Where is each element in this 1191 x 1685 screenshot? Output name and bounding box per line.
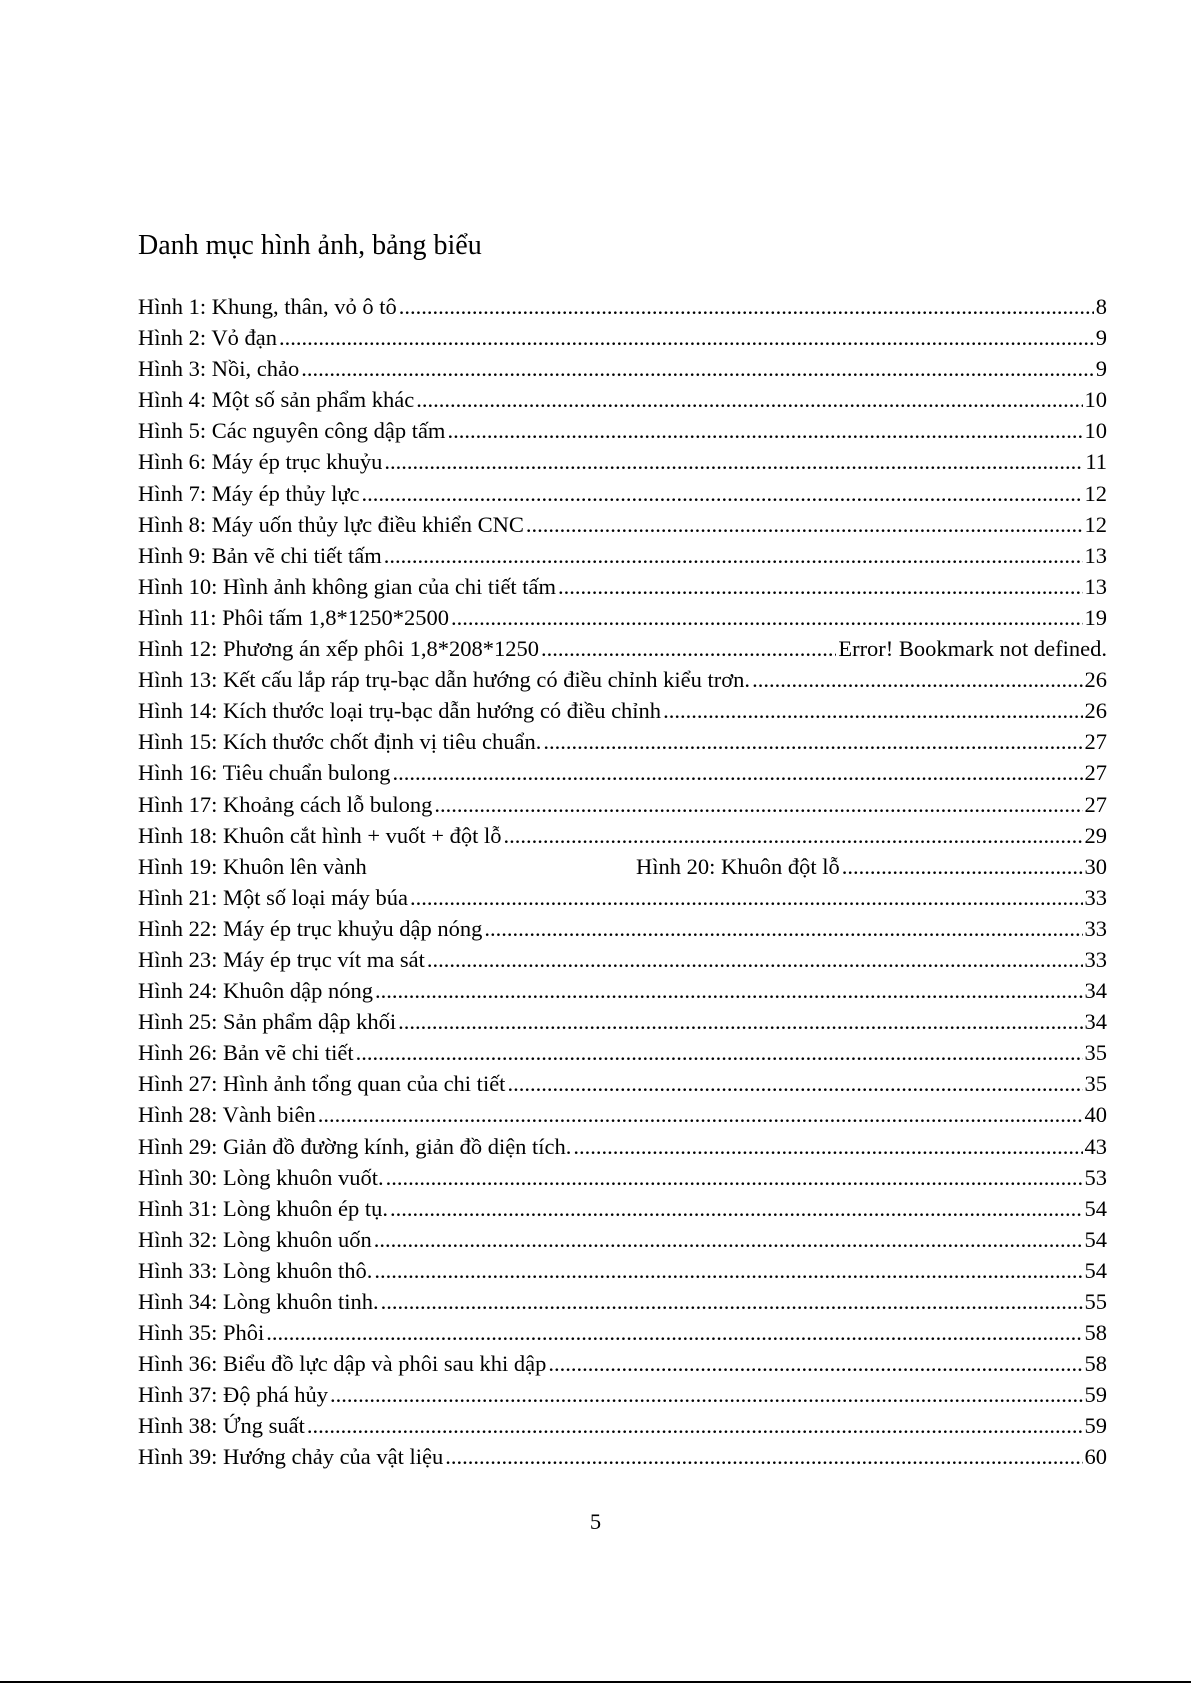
dot-leader [279,322,1094,353]
toc-entry-label: Hình 5: Các nguyên công dập tấm [138,418,446,444]
toc-entry[interactable] [138,1348,1107,1379]
dot-leader [374,1255,1082,1286]
dot-leader [416,384,1082,415]
toc-entry-page: 12 [1084,480,1107,506]
dot-leader [384,540,1083,571]
toc-entry[interactable] [138,1255,1107,1286]
toc-entry-label: Hình 35: Phôi [138,1320,265,1346]
dot-leader [399,291,1094,322]
toc-entry-label: Hình 8: Máy uốn thủy lực điều khiển CNC [138,511,524,537]
dot-leader [543,726,1082,757]
toc-entry-label: Hình 26: Bản vẽ chi tiết [138,1040,354,1066]
toc-entry-page: 35 [1084,1071,1107,1097]
dot-leader [663,695,1082,726]
toc-entry-label: Hình 17: Khoảng cách lỗ bulong [138,791,433,817]
toc-entry-page: 13 [1084,542,1107,568]
dot-leader [362,478,1083,509]
toc-entry-label: Hình 31: Lòng khuôn ép tụ. [138,1195,388,1221]
toc-entry-label: Hình 25: Sản phẩm dập khối [138,1009,397,1035]
toc-entry-page: 19 [1084,604,1107,630]
toc-entry-label: Hình 2: Vỏ đạn [138,325,277,351]
dot-leader [548,1348,1082,1379]
toc-entry[interactable] [138,1379,1107,1410]
toc-entry-label: Hình 9: Bản vẽ chi tiết tấm [138,542,382,568]
toc-entry-label: Hình 32: Lòng khuôn uốn [138,1226,372,1252]
toc-entry[interactable] [138,446,1107,477]
dot-leader [384,446,1083,477]
toc-entry-page: 58 [1084,1351,1107,1377]
dot-leader [842,851,1083,882]
toc-entry-page: 27 [1084,791,1107,817]
toc-entry-page: 13 [1084,573,1107,599]
toc-entry-page: 33 [1084,946,1107,972]
toc-entry[interactable] [138,757,1107,788]
dot-leader [381,1286,1083,1317]
dot-leader [266,1317,1082,1348]
toc-entry[interactable] [138,415,1107,446]
toc-entry-page: 34 [1084,1009,1107,1035]
dot-leader [558,571,1082,602]
toc-entry[interactable] [138,1193,1107,1224]
dot-leader [330,1379,1083,1410]
page-number: 5 [589,1509,602,1534]
toc-entry-page: 40 [1084,1102,1107,1128]
dot-leader [447,415,1082,446]
toc-entry[interactable] [138,1286,1107,1317]
toc-entry-page: 54 [1084,1226,1107,1252]
toc-entry-label: Hình 39: Hướng chảy của vật liệu [138,1444,444,1470]
dot-leader [356,1037,1083,1068]
toc-entry-page: 30 [1084,853,1107,879]
toc-entry-page: 59 [1084,1382,1107,1408]
toc-entry-page: 33 [1084,884,1107,910]
toc-entry-label: Hình 36: Biểu đồ lực dập và phôi sau khi dập [138,1351,547,1377]
bottom-rule [0,1681,1191,1683]
toc-entry[interactable] [138,1099,1107,1130]
toc-entry-label: Hình 6: Máy ép trục khuỷu [138,449,383,475]
dot-leader [434,789,1082,820]
toc-entry-page: 9 [1095,356,1107,382]
toc-entry[interactable] [138,540,1107,571]
dot-leader [427,944,1083,975]
toc-entry[interactable] [138,882,1107,913]
toc-entry[interactable] [138,975,1107,1006]
toc-entry-page: Error! Bookmark not defined. [838,636,1107,662]
toc-entry[interactable] [138,1162,1107,1193]
toc-entry-page: 55 [1084,1289,1107,1314]
dot-leader [503,820,1082,851]
toc-entry-label-secondary: Hình 20: Khuôn đột lỗ [636,853,840,879]
dot-leader [507,1068,1082,1099]
toc-entry-label: Hình 4: Một số sản phẩm khác [138,387,415,413]
dot-leader [410,882,1083,913]
toc-entry-page: 58 [1084,1320,1107,1346]
toc-entry-page: 35 [1084,1040,1107,1066]
toc-entry-label: Hình 22: Máy ép trục khuỷu dập nóng [138,915,483,941]
toc-entry-page: 54 [1084,1195,1107,1221]
toc-entry-page: 34 [1084,978,1107,1004]
toc-entry[interactable] [138,944,1107,975]
toc-entry-label: Hình 1: Khung, thân, vỏ ô tô [138,294,397,319]
dot-leader [307,1410,1083,1441]
toc-entry[interactable] [138,633,1107,664]
dot-leader [301,353,1094,384]
toc-entry[interactable] [138,353,1107,384]
toc-entry[interactable] [138,726,1107,757]
toc-entry-page: 29 [1084,822,1107,848]
toc-entry-page: 8 [1095,294,1107,319]
toc-entry[interactable] [138,322,1107,353]
toc-entry-label: Hình 30: Lòng khuôn vuốt. [138,1164,384,1190]
page-title: Danh mục hình ảnh, bảng biểu [138,230,482,261]
toc-entry[interactable] [138,1317,1107,1348]
toc-entry[interactable] [138,509,1107,540]
toc-entry-label: Hình 21: Một số loại máy búa [138,884,408,910]
toc-entry-label: Hình 15: Kích thước chốt định vị tiêu chuẩn. [138,729,542,755]
toc-entry-label: Hình 19: Khuôn lên vành [138,853,367,879]
toc-entry-label: Hình 34: Lòng khuôn tinh. [138,1289,379,1314]
dot-leader [398,1006,1082,1037]
dot-leader [374,1224,1083,1255]
dot-leader [573,1131,1082,1162]
toc-entry[interactable] [138,1006,1107,1037]
toc-entry[interactable] [138,478,1107,509]
toc-entry[interactable] [138,820,1107,851]
toc-entry-label: Hình 38: Ứng suất [138,1413,305,1439]
toc-entry-page: 59 [1084,1413,1107,1439]
toc-entry-label: Hình 23: Máy ép trục vít ma sát [138,946,425,972]
dot-leader [318,1099,1083,1130]
toc-entry[interactable] [138,571,1107,602]
dot-leader [484,913,1082,944]
toc-entry-label: Hình 10: Hình ảnh không gian của chi tiết tấm [138,573,557,599]
toc-entry-label: Hình 33: Lòng khuôn thô. [138,1257,373,1283]
toc-entry-page: 11 [1085,449,1107,475]
dot-leader [390,1193,1083,1224]
toc-entry-page: 9 [1095,325,1107,351]
toc-entry[interactable] [138,602,1107,633]
toc-entry-page: 26 [1084,698,1107,724]
dot-leader [375,975,1083,1006]
toc-entry[interactable] [138,1441,1107,1472]
toc-entry-label: Hình 13: Kết cấu lắp ráp trụ-bạc dẫn hướng có điều chỉnh kiểu trơn. [138,667,751,693]
toc-entry-label: Hình 18: Khuôn cắt hình + vuốt + đột lỗ [138,822,502,848]
toc-entry[interactable] [138,695,1107,726]
toc-entry[interactable] [138,1037,1107,1068]
toc-entry-label: Hình 24: Khuôn dập nóng [138,978,373,1004]
dot-leader [526,509,1083,540]
toc-entry-page: 53 [1084,1164,1107,1190]
toc-entry-label: Hình 7: Máy ép thủy lực [138,480,360,506]
toc-entry-page: 27 [1084,760,1107,786]
toc-entry[interactable] [138,1224,1107,1255]
toc-entry-page: 33 [1084,915,1107,941]
dot-leader [541,633,836,664]
toc-entry-page: 12 [1084,511,1107,537]
toc-entry-label: Hình 27: Hình ảnh tổng quan của chi tiết [138,1071,506,1097]
toc-entry-label: Hình 16: Tiêu chuẩn bulong [138,760,391,786]
toc-entry-page: 27 [1084,729,1107,755]
toc-entry-label: Hình 29: Giản đồ đường kính, giản đồ diện tích. [138,1133,572,1159]
toc-entry-label: Hình 37: Độ phá hủy [138,1382,328,1408]
toc-entry[interactable] [138,664,1107,695]
toc-entry-page: 26 [1084,667,1107,693]
toc-entry-label: Hình 14: Kích thước loại trụ-bạc dẫn hướng có điều chỉnh [138,698,662,724]
toc-entry-label: Hình 28: Vành biên [138,1102,316,1128]
toc-entry[interactable] [138,1410,1107,1441]
dot-leader [386,1162,1083,1193]
toc-entry[interactable] [138,851,1107,882]
dot-leader [451,602,1082,633]
toc-entry-page: 60 [1084,1444,1107,1470]
toc-entry-label: Hình 11: Phôi tấm 1,8*1250*2500 [138,604,450,630]
toc-entry[interactable] [138,291,1107,322]
toc-entry-page: 43 [1084,1133,1107,1159]
toc-entry[interactable] [138,384,1107,415]
toc-entry[interactable] [138,1068,1107,1099]
figure-list [138,291,1107,1473]
toc-entry-page: 54 [1084,1257,1107,1283]
toc-entry-page: 10 [1084,387,1107,413]
toc-entry[interactable] [138,789,1107,820]
toc-entry-label: Hình 12: Phương án xếp phôi 1,8*208*1250 [138,636,539,662]
dot-leader [445,1441,1082,1472]
dot-leader [393,757,1083,788]
toc-entry[interactable] [138,913,1107,944]
toc-entry-page: 10 [1084,418,1107,444]
toc-entry[interactable] [138,1131,1107,1162]
toc-entry-label: Hình 3: Nồi, chảo [138,356,300,382]
dot-leader [752,664,1082,695]
